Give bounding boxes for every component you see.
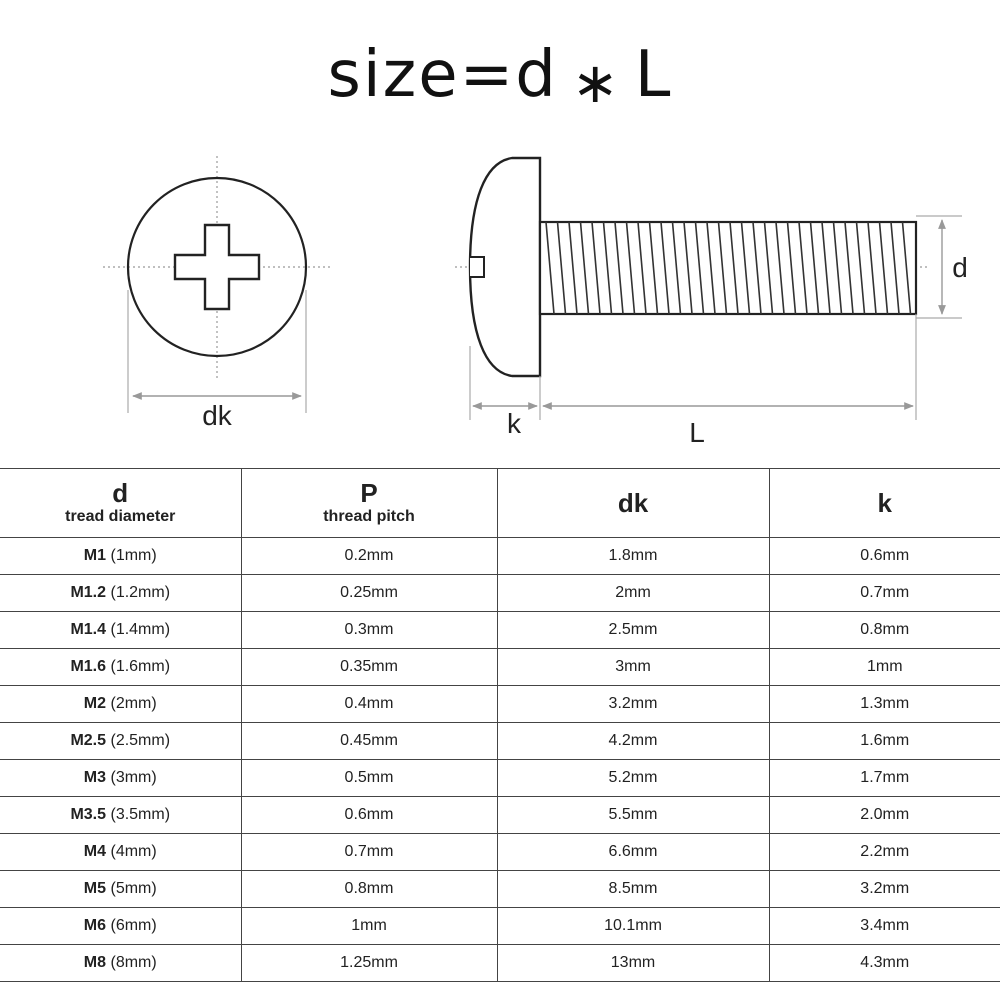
table-row: M4 (4mm) 0.7mm 6.6mm 2.2mm (0, 834, 1000, 871)
dk-dimension-label: dk (202, 400, 232, 431)
phillips-head-top-view-icon (103, 156, 330, 413)
multiply-star-icon: ∗ (571, 51, 621, 116)
table-row: M2.5 (2.5mm) 0.45mm 4.2mm 1.6mm (0, 723, 1000, 760)
header-d: d tread diameter (0, 469, 241, 538)
table-row: M2 (2mm) 0.4mm 3.2mm 1.3mm (0, 686, 1000, 723)
L-dimension-label: L (689, 417, 705, 448)
header-k: k (769, 469, 1000, 538)
header-p: P thread pitch (241, 469, 497, 538)
title-formula-right: L (634, 38, 673, 112)
table-row: M5 (5mm) 0.8mm 8.5mm 3.2mm (0, 871, 1000, 908)
title-formula-left: size=d (327, 38, 558, 112)
table-row: M3 (3mm) 0.5mm 5.2mm 1.7mm (0, 760, 1000, 797)
pan-head-screw-side-view-icon (455, 158, 962, 420)
d-dimension-label: d (952, 252, 968, 283)
table-row: M8 (8mm) 1.25mm 13mm 4.3mm (0, 945, 1000, 982)
table-header-row (0, 469, 1000, 538)
screw-dimension-diagram (0, 0, 1000, 460)
table-row: M1.6 (1.6mm) 0.35mm 3mm 1mm (0, 649, 1000, 686)
table-row: M1 (1mm) 0.2mm 1.8mm 0.6mm (0, 538, 1000, 575)
table-row: M6 (6mm) 1mm 10.1mm 3.4mm (0, 908, 1000, 945)
table-row: M1.4 (1.4mm) 0.3mm 2.5mm 0.8mm (0, 612, 1000, 649)
table-row: M3.5 (3.5mm) 0.6mm 5.5mm 2.0mm (0, 797, 1000, 834)
table-row: M1.2 (1.2mm) 0.25mm 2mm 0.7mm (0, 575, 1000, 612)
k-dimension-label: k (507, 408, 521, 439)
screw-spec-table (0, 468, 1000, 982)
header-dk: dk (497, 469, 769, 538)
